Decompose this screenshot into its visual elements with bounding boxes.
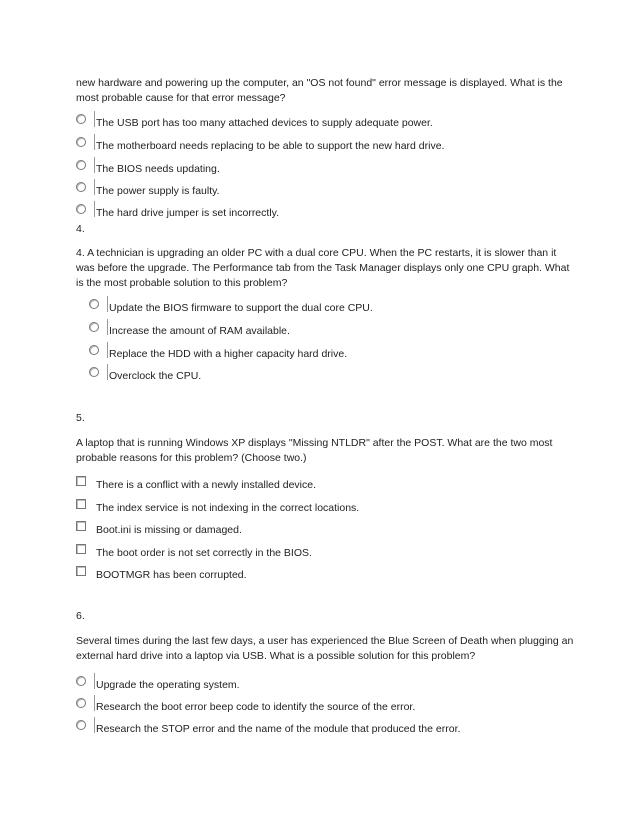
question-6-text: Several times during the last few days, a user has experienced the Blue Screen of Death when plugging an external hard drive into a laptop via USB. What is a possible solution for this problem? xyxy=(76,635,574,662)
option-label: Research the boot error beep code to identify the source of the error. xyxy=(96,701,416,713)
q6-option-3[interactable] xyxy=(76,719,516,735)
checkbox[interactable] xyxy=(76,476,86,486)
field-divider xyxy=(94,201,95,217)
q5-option-1[interactable] xyxy=(76,475,496,491)
q4-option-2[interactable] xyxy=(89,321,489,337)
field-divider xyxy=(94,111,95,127)
field-divider xyxy=(94,157,95,173)
radio-button[interactable] xyxy=(76,182,86,192)
option-label: Research the STOP error and the name of the module that produced the error. xyxy=(96,723,461,735)
option-label: The BIOS needs updating. xyxy=(96,163,220,175)
option-label: The USB port has too many attached devices to supply adequate power. xyxy=(96,117,433,129)
q6-option-2[interactable] xyxy=(76,697,496,713)
question-6-number: 6. xyxy=(76,610,85,622)
option-label: The hard drive jumper is set incorrectly. xyxy=(96,207,280,219)
field-divider xyxy=(94,695,95,711)
question-5-number: 5. xyxy=(76,412,85,424)
radio-button[interactable] xyxy=(76,114,86,124)
radio-button[interactable] xyxy=(76,160,86,170)
checkbox[interactable] xyxy=(76,499,86,509)
radio-button[interactable] xyxy=(76,137,86,147)
option-label: BOOTMGR has been corrupted. xyxy=(96,569,247,581)
q3-option-1[interactable] xyxy=(76,113,496,129)
option-label: Update the BIOS firmware to support the dual core CPU. xyxy=(109,302,373,314)
radio-button[interactable] xyxy=(89,345,99,355)
option-label: The motherboard needs replacing to be able to support the new hard drive. xyxy=(96,140,445,152)
q3-option-5[interactable] xyxy=(76,203,496,219)
option-label: Upgrade the operating system. xyxy=(96,679,240,691)
field-divider xyxy=(107,364,108,380)
q3-option-4[interactable] xyxy=(76,181,496,197)
radio-button[interactable] xyxy=(76,720,86,730)
field-divider xyxy=(94,134,95,150)
question-5-text: A laptop that is running Windows XP displays "Missing NTLDR" after the POST. What are the two most probable reasons for this problem? (Choose two.) xyxy=(76,437,553,464)
field-divider xyxy=(107,342,108,358)
question-3-text: new hardware and powering up the computer, an "OS not found" error message is displayed. What is the most probable cause for that error message? xyxy=(76,77,563,104)
checkbox[interactable] xyxy=(76,566,86,576)
option-label: Boot.ini is missing or damaged. xyxy=(96,524,242,536)
q4-option-1[interactable] xyxy=(89,298,489,314)
q5-option-5[interactable] xyxy=(76,565,496,581)
radio-button[interactable] xyxy=(76,698,86,708)
option-label: There is a conflict with a newly installed device. xyxy=(96,479,317,491)
radio-button[interactable] xyxy=(89,299,99,309)
q5-option-2[interactable] xyxy=(76,498,496,514)
option-label: Overclock the CPU. xyxy=(109,370,202,382)
field-divider xyxy=(107,296,108,312)
question-4-number: 4. xyxy=(76,223,85,235)
field-divider xyxy=(94,717,95,733)
option-label: Replace the HDD with a higher capacity hard drive. xyxy=(109,348,348,360)
q3-option-3[interactable] xyxy=(76,159,496,175)
field-divider xyxy=(107,319,108,335)
option-label: Increase the amount of RAM available. xyxy=(109,325,290,337)
field-divider xyxy=(94,179,95,195)
option-label: The boot order is not set correctly in the BIOS. xyxy=(96,547,312,559)
q4-option-3[interactable] xyxy=(89,344,489,360)
field-divider xyxy=(94,673,95,689)
question-4-text: 4. A technician is upgrading an older PC with a dual core CPU. When the PC restarts, it is slower than it was before the upgrade. The Performance tab from the Task Manager displays only one CPU graph. What is the most probable solution to this problem? xyxy=(76,247,570,289)
radio-button[interactable] xyxy=(89,367,99,377)
q3-option-2[interactable] xyxy=(76,136,496,152)
option-label: The power supply is faulty. xyxy=(96,185,220,197)
option-label: The index service is not indexing in the correct locations. xyxy=(96,502,360,514)
checkbox[interactable] xyxy=(76,521,86,531)
q5-option-3[interactable] xyxy=(76,520,496,536)
radio-button[interactable] xyxy=(76,204,86,214)
q4-option-4[interactable] xyxy=(89,366,489,382)
radio-button[interactable] xyxy=(89,322,99,332)
q6-option-1[interactable] xyxy=(76,675,496,691)
checkbox[interactable] xyxy=(76,544,86,554)
radio-button[interactable] xyxy=(76,676,86,686)
q5-option-4[interactable] xyxy=(76,543,496,559)
